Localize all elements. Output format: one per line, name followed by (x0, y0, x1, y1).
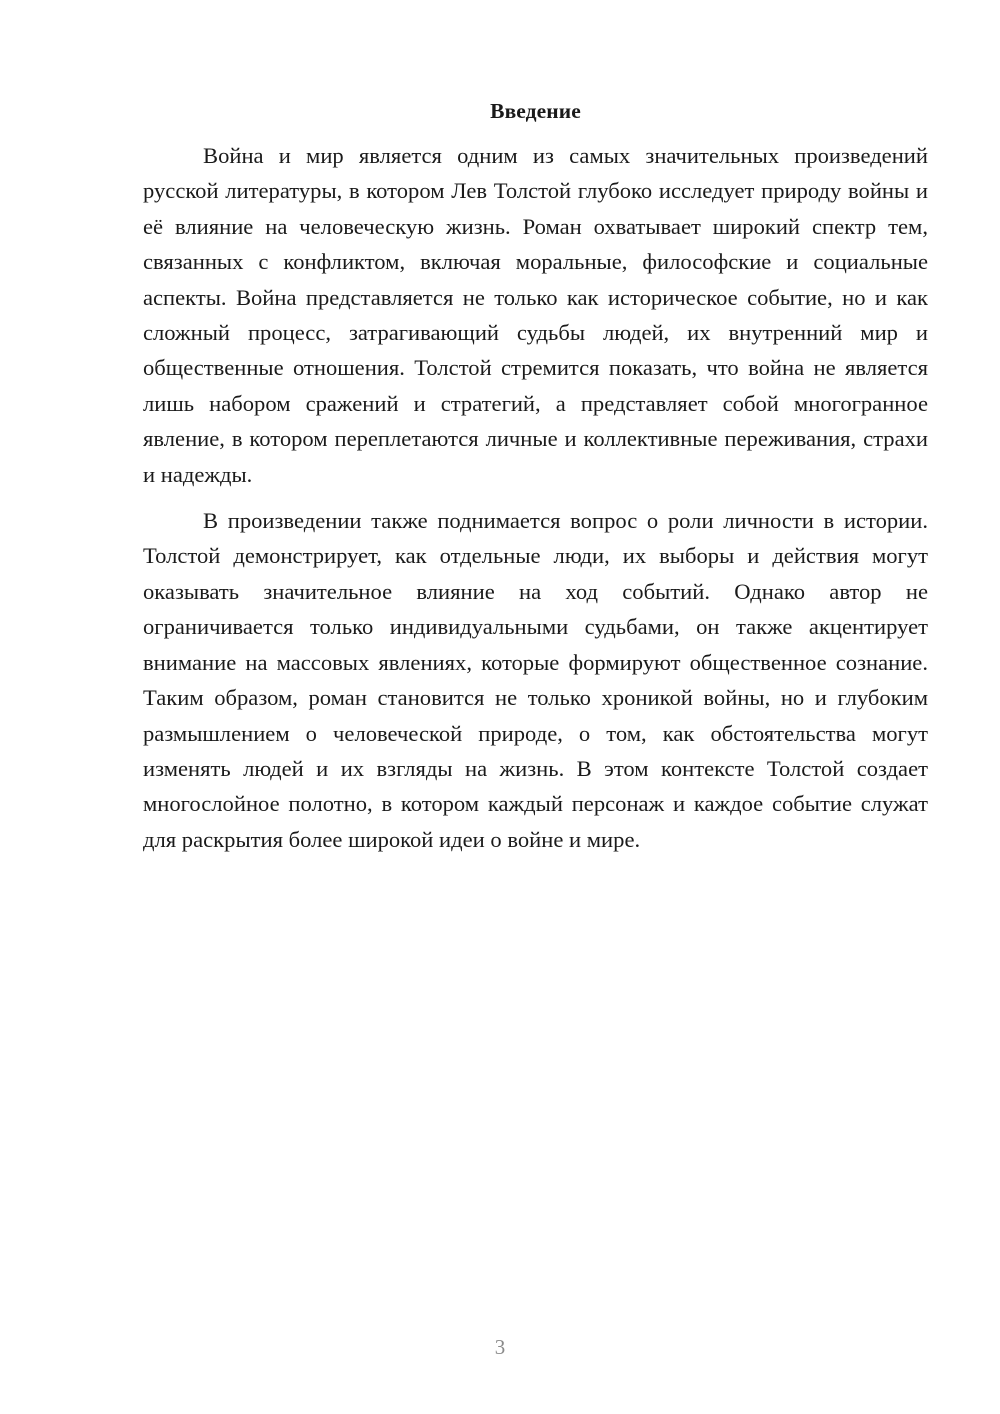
page-number: 3 (494, 1335, 506, 1359)
document-body (143, 96, 928, 857)
paragraph-2: В произведении также поднимается вопрос о роли личности в истории. Толстой демонстрирует, как отдельные люди, их выборы и действия могут оказывать значительное влияние на ход событий. Однако автор не ограничивается только индивидуальными судьбами, он также акцентирует внимание на массовых явлениях, которые формируют общественное сознание. Таким образом, роман становится не только хроникой войны, но и глубоким размышлением о человеческой природе, о том, как обстоятельства могут изменять людей и их взгляды на жизнь. В этом контексте Толстой создает многослойное полотно, в котором каждый персонаж и каждое событие служат для раскрытия более широкой идеи о войне и мире. (143, 508, 928, 852)
section-heading: Введение (490, 99, 581, 123)
paragraph-1: Война и мир является одним из самых значительных произведений русской литературы, в котором Лев Толстой глубоко исследует природу войны и её влияние на человеческую жизнь. Роман охватывает широкий спектр тем, связанных с конфликтом, включая моральные, философские и социальные аспекты. Война представляется не только как историческое событие, но и как сложный процесс, затрагивающий судьбы людей, их внутренний мир и общественные отношения. Толстой стремится показать, что война не является лишь набором сражений и стратегий, а представляет собой многогранное явление, в котором переплетаются личные и коллективные переживания, страхи и надежды. (143, 143, 928, 487)
